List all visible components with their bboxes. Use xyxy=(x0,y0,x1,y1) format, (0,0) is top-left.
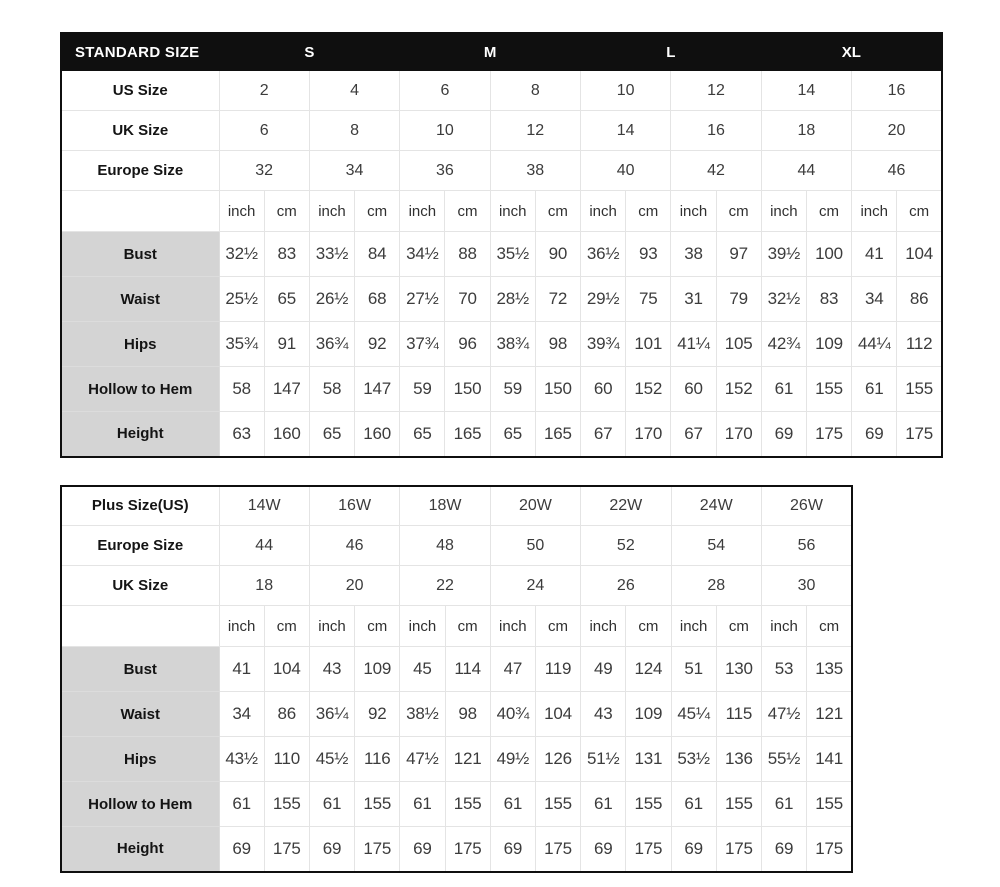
standard-measurement-value: 165 xyxy=(445,412,490,457)
plus-measurement-value: 175 xyxy=(807,827,852,872)
plus-measurement-value: 175 xyxy=(535,827,580,872)
plus-measurement-row xyxy=(61,692,852,737)
standard-measurement-value: 26½ xyxy=(309,277,354,322)
plus-size-value: 24W xyxy=(671,486,761,526)
standard-size-value: 34 xyxy=(309,151,399,191)
standard-measurement-value: 42¾ xyxy=(761,322,806,367)
standard-measurement-value: 150 xyxy=(445,367,490,412)
standard-measurement-value: 170 xyxy=(626,412,671,457)
plus-size-value: 22W xyxy=(581,486,671,526)
standard-measurement-value: 34 xyxy=(852,277,897,322)
standard-size-row xyxy=(61,71,942,111)
standard-measurement-value: 79 xyxy=(716,277,761,322)
standard-measurement-value: 37¾ xyxy=(400,322,445,367)
standard-header-row xyxy=(61,33,942,71)
standard-size-value: 14 xyxy=(761,71,851,111)
standard-size-value: 8 xyxy=(309,111,399,151)
standard-measurement-value: 61 xyxy=(852,367,897,412)
plus-measurement-value: 69 xyxy=(581,827,626,872)
standard-measurement-value: 101 xyxy=(626,322,671,367)
plus-measurement-value: 43 xyxy=(581,692,626,737)
standard-size-row xyxy=(61,111,942,151)
standard-row-label: UK Size xyxy=(61,111,219,151)
standard-measurement-value: 65 xyxy=(400,412,445,457)
standard-measurement-value: 68 xyxy=(355,277,400,322)
plus-measurement-row xyxy=(61,647,852,692)
standard-size-value: 12 xyxy=(490,111,580,151)
plus-row-label: Hips xyxy=(61,737,219,782)
plus-size-value: 24 xyxy=(490,566,580,606)
standard-measurement-value: 32½ xyxy=(219,232,264,277)
standard-unit-label: cm xyxy=(897,191,942,232)
standard-measurement-value: 31 xyxy=(671,277,716,322)
plus-row-label: Height xyxy=(61,827,219,872)
standard-measurement-value: 91 xyxy=(264,322,309,367)
plus-measurement-value: 175 xyxy=(445,827,490,872)
plus-measurement-value: 53½ xyxy=(671,737,716,782)
standard-measurement-row xyxy=(61,232,942,277)
standard-measurement-value: 83 xyxy=(264,232,309,277)
plus-row-label: Hollow to Hem xyxy=(61,782,219,827)
standard-measurement-value: 35¾ xyxy=(219,322,264,367)
standard-measurement-value: 59 xyxy=(400,367,445,412)
plus-unit-label: inch xyxy=(761,606,806,647)
plus-measurement-value: 69 xyxy=(309,827,354,872)
plus-measurement-value: 109 xyxy=(355,647,400,692)
standard-size-value: 4 xyxy=(309,71,399,111)
plus-measurement-value: 41 xyxy=(219,647,264,692)
standard-measurement-value: 112 xyxy=(897,322,942,367)
plus-measurement-value: 121 xyxy=(807,692,852,737)
plus-size-value: 44 xyxy=(219,526,309,566)
standard-measurement-value: 38¾ xyxy=(490,322,535,367)
plus-unit-label: cm xyxy=(626,606,671,647)
standard-measurement-value: 65 xyxy=(490,412,535,457)
plus-measurement-value: 69 xyxy=(671,827,716,872)
standard-measurement-value: 155 xyxy=(897,367,942,412)
plus-row-label: UK Size xyxy=(61,566,219,606)
plus-size-value: 56 xyxy=(761,526,852,566)
standard-measurement-value: 32½ xyxy=(761,277,806,322)
plus-measurement-value: 135 xyxy=(807,647,852,692)
plus-row-label: Waist xyxy=(61,692,219,737)
plus-size-value: 28 xyxy=(671,566,761,606)
standard-row-label: US Size xyxy=(61,71,219,111)
plus-measurement-value: 61 xyxy=(761,782,806,827)
standard-measurement-value: 97 xyxy=(716,232,761,277)
standard-measurement-value: 65 xyxy=(309,412,354,457)
standard-size-value: 10 xyxy=(400,111,490,151)
standard-measurement-value: 67 xyxy=(671,412,716,457)
plus-size-value: 52 xyxy=(581,526,671,566)
standard-measurement-value: 44¼ xyxy=(852,322,897,367)
standard-measurement-value: 34½ xyxy=(400,232,445,277)
standard-size-value: 10 xyxy=(581,71,671,111)
size-group-m: M xyxy=(400,33,581,71)
plus-measurement-value: 43 xyxy=(309,647,354,692)
size-group-s: S xyxy=(219,33,400,71)
standard-size-table-header xyxy=(61,33,942,71)
standard-size-value: 42 xyxy=(671,151,761,191)
standard-measurement-value: 41 xyxy=(852,232,897,277)
standard-measurement-value: 175 xyxy=(806,412,851,457)
plus-measurement-value: 116 xyxy=(355,737,400,782)
standard-measurement-value: 155 xyxy=(806,367,851,412)
standard-measurement-value: 36½ xyxy=(581,232,626,277)
standard-measurement-value: 109 xyxy=(806,322,851,367)
plus-measurement-value: 126 xyxy=(535,737,580,782)
standard-measurement-value: 72 xyxy=(535,277,580,322)
plus-measurement-value: 36¼ xyxy=(309,692,354,737)
plus-measurement-value: 155 xyxy=(264,782,309,827)
standard-row-label: Height xyxy=(61,412,219,457)
standard-row-label: Europe Size xyxy=(61,151,219,191)
standard-size-value: 20 xyxy=(852,111,942,151)
plus-measurement-value: 43½ xyxy=(219,737,264,782)
standard-unit-label: inch xyxy=(761,191,806,232)
standard-size-title: STANDARD SIZE xyxy=(61,33,219,71)
plus-size-value: 22 xyxy=(400,566,490,606)
plus-measurement-value: 47 xyxy=(490,647,535,692)
plus-measurement-value: 45½ xyxy=(309,737,354,782)
plus-unit-row-label xyxy=(61,606,219,647)
plus-measurement-row xyxy=(61,782,852,827)
plus-unit-label: cm xyxy=(264,606,309,647)
standard-measurement-row xyxy=(61,412,942,457)
plus-size-value: 18W xyxy=(400,486,490,526)
plus-size-value: 16W xyxy=(309,486,399,526)
plus-size-row xyxy=(61,566,852,606)
plus-unit-label: cm xyxy=(535,606,580,647)
plus-measurement-value: 69 xyxy=(490,827,535,872)
standard-measurement-value: 104 xyxy=(897,232,942,277)
standard-size-value: 36 xyxy=(400,151,490,191)
plus-measurement-value: 155 xyxy=(716,782,761,827)
standard-measurement-value: 165 xyxy=(535,412,580,457)
standard-size-value: 44 xyxy=(761,151,851,191)
plus-measurement-value: 175 xyxy=(355,827,400,872)
standard-size-value: 6 xyxy=(400,71,490,111)
standard-measurement-value: 39¾ xyxy=(581,322,626,367)
standard-measurement-value: 147 xyxy=(264,367,309,412)
standard-measurement-value: 88 xyxy=(445,232,490,277)
plus-size-row xyxy=(61,486,852,526)
standard-measurement-value: 67 xyxy=(581,412,626,457)
standard-measurement-value: 27½ xyxy=(400,277,445,322)
plus-measurement-value: 155 xyxy=(535,782,580,827)
plus-size-value: 20W xyxy=(490,486,580,526)
standard-unit-row-label xyxy=(61,191,219,232)
plus-row-label: Europe Size xyxy=(61,526,219,566)
plus-unit-label: cm xyxy=(355,606,400,647)
standard-row-label: Hips xyxy=(61,322,219,367)
plus-unit-label: cm xyxy=(716,606,761,647)
standard-measurement-value: 160 xyxy=(355,412,400,457)
plus-unit-label: inch xyxy=(309,606,354,647)
standard-unit-label: cm xyxy=(264,191,309,232)
plus-measurement-value: 136 xyxy=(716,737,761,782)
plus-size-table-body xyxy=(61,486,852,872)
plus-measurement-value: 69 xyxy=(400,827,445,872)
standard-size-value: 16 xyxy=(671,111,761,151)
standard-unit-row xyxy=(61,191,942,232)
standard-unit-label: inch xyxy=(581,191,626,232)
plus-measurement-value: 155 xyxy=(355,782,400,827)
standard-measurement-value: 63 xyxy=(219,412,264,457)
plus-size-row xyxy=(61,526,852,566)
plus-size-table xyxy=(60,485,853,873)
plus-measurement-value: 175 xyxy=(264,827,309,872)
standard-size-value: 32 xyxy=(219,151,309,191)
standard-measurement-value: 160 xyxy=(264,412,309,457)
plus-size-value: 20 xyxy=(309,566,399,606)
plus-measurement-value: 155 xyxy=(626,782,671,827)
plus-measurement-value: 61 xyxy=(309,782,354,827)
plus-size-value: 14W xyxy=(219,486,309,526)
plus-measurement-value: 61 xyxy=(490,782,535,827)
standard-measurement-row xyxy=(61,277,942,322)
standard-measurement-value: 86 xyxy=(897,277,942,322)
plus-measurement-value: 141 xyxy=(807,737,852,782)
plus-measurement-value: 51 xyxy=(671,647,716,692)
standard-measurement-value: 36¾ xyxy=(309,322,354,367)
plus-measurement-value: 61 xyxy=(400,782,445,827)
standard-unit-label: cm xyxy=(355,191,400,232)
standard-measurement-value: 69 xyxy=(761,412,806,457)
standard-row-label: Hollow to Hem xyxy=(61,367,219,412)
plus-measurement-value: 114 xyxy=(445,647,490,692)
plus-measurement-value: 45¼ xyxy=(671,692,716,737)
standard-measurement-value: 65 xyxy=(264,277,309,322)
standard-measurement-value: 61 xyxy=(761,367,806,412)
standard-size-value: 8 xyxy=(490,71,580,111)
standard-measurement-value: 70 xyxy=(445,277,490,322)
plus-measurement-value: 115 xyxy=(716,692,761,737)
plus-measurement-value: 51½ xyxy=(581,737,626,782)
standard-measurement-value: 60 xyxy=(671,367,716,412)
plus-measurement-value: 121 xyxy=(445,737,490,782)
standard-measurement-value: 41¼ xyxy=(671,322,716,367)
standard-row-label: Waist xyxy=(61,277,219,322)
standard-measurement-value: 105 xyxy=(716,322,761,367)
standard-unit-label: inch xyxy=(309,191,354,232)
plus-measurement-value: 47½ xyxy=(761,692,806,737)
standard-size-value: 18 xyxy=(761,111,851,151)
plus-measurement-row xyxy=(61,827,852,872)
plus-measurement-value: 104 xyxy=(535,692,580,737)
plus-measurement-value: 38½ xyxy=(400,692,445,737)
standard-measurement-value: 83 xyxy=(806,277,851,322)
plus-measurement-value: 47½ xyxy=(400,737,445,782)
standard-size-value: 38 xyxy=(490,151,580,191)
standard-measurement-row xyxy=(61,367,942,412)
plus-size-value: 26W xyxy=(761,486,852,526)
plus-unit-label: inch xyxy=(400,606,445,647)
standard-unit-label: cm xyxy=(445,191,490,232)
standard-size-value: 14 xyxy=(581,111,671,151)
plus-size-value: 46 xyxy=(309,526,399,566)
standard-measurement-value: 152 xyxy=(716,367,761,412)
standard-measurement-value: 96 xyxy=(445,322,490,367)
plus-unit-label: inch xyxy=(219,606,264,647)
standard-unit-label: cm xyxy=(806,191,851,232)
standard-size-value: 46 xyxy=(852,151,942,191)
plus-measurement-value: 124 xyxy=(626,647,671,692)
plus-measurement-value: 119 xyxy=(535,647,580,692)
plus-row-label: Bust xyxy=(61,647,219,692)
standard-unit-label: inch xyxy=(671,191,716,232)
plus-size-value: 18 xyxy=(219,566,309,606)
plus-measurement-value: 104 xyxy=(264,647,309,692)
plus-measurement-value: 53 xyxy=(761,647,806,692)
plus-size-value: 48 xyxy=(400,526,490,566)
standard-measurement-value: 25½ xyxy=(219,277,264,322)
standard-measurement-value: 29½ xyxy=(581,277,626,322)
plus-measurement-value: 49½ xyxy=(490,737,535,782)
standard-measurement-value: 33½ xyxy=(309,232,354,277)
standard-measurement-value: 152 xyxy=(626,367,671,412)
standard-row-label: Bust xyxy=(61,232,219,277)
standard-measurement-value: 175 xyxy=(897,412,942,457)
standard-unit-label: cm xyxy=(535,191,580,232)
plus-measurement-value: 131 xyxy=(626,737,671,782)
plus-measurement-row xyxy=(61,737,852,782)
plus-unit-row xyxy=(61,606,852,647)
standard-measurement-value: 35½ xyxy=(490,232,535,277)
plus-measurement-value: 175 xyxy=(626,827,671,872)
plus-measurement-value: 155 xyxy=(445,782,490,827)
plus-size-value: 30 xyxy=(761,566,852,606)
plus-size-value: 26 xyxy=(581,566,671,606)
plus-measurement-value: 40¾ xyxy=(490,692,535,737)
standard-unit-label: cm xyxy=(716,191,761,232)
plus-measurement-value: 45 xyxy=(400,647,445,692)
plus-measurement-value: 55½ xyxy=(761,737,806,782)
standard-size-value: 12 xyxy=(671,71,761,111)
standard-unit-label: cm xyxy=(626,191,671,232)
standard-size-value: 40 xyxy=(581,151,671,191)
standard-size-value: 6 xyxy=(219,111,309,151)
plus-measurement-value: 61 xyxy=(671,782,716,827)
standard-unit-label: inch xyxy=(852,191,897,232)
standard-measurement-value: 98 xyxy=(535,322,580,367)
plus-measurement-value: 69 xyxy=(761,827,806,872)
plus-measurement-value: 175 xyxy=(716,827,761,872)
standard-measurement-row xyxy=(61,322,942,367)
standard-measurement-value: 147 xyxy=(355,367,400,412)
standard-measurement-value: 92 xyxy=(355,322,400,367)
plus-measurement-value: 61 xyxy=(581,782,626,827)
standard-measurement-value: 150 xyxy=(535,367,580,412)
plus-measurement-value: 69 xyxy=(219,827,264,872)
standard-unit-label: inch xyxy=(400,191,445,232)
plus-unit-label: inch xyxy=(490,606,535,647)
standard-size-table xyxy=(60,32,943,458)
plus-row-label: Plus Size(US) xyxy=(61,486,219,526)
plus-measurement-value: 130 xyxy=(716,647,761,692)
standard-measurement-value: 170 xyxy=(716,412,761,457)
standard-measurement-value: 84 xyxy=(355,232,400,277)
size-group-xl: XL xyxy=(761,33,942,71)
standard-size-row xyxy=(61,151,942,191)
standard-measurement-value: 100 xyxy=(806,232,851,277)
size-group-l: L xyxy=(581,33,762,71)
standard-measurement-value: 39½ xyxy=(761,232,806,277)
standard-size-table-body xyxy=(61,71,942,457)
plus-measurement-value: 109 xyxy=(626,692,671,737)
standard-measurement-value: 93 xyxy=(626,232,671,277)
plus-size-value: 50 xyxy=(490,526,580,566)
plus-unit-label: cm xyxy=(445,606,490,647)
plus-size-value: 54 xyxy=(671,526,761,566)
plus-measurement-value: 49 xyxy=(581,647,626,692)
standard-measurement-value: 90 xyxy=(535,232,580,277)
standard-measurement-value: 69 xyxy=(852,412,897,457)
plus-measurement-value: 34 xyxy=(219,692,264,737)
standard-measurement-value: 75 xyxy=(626,277,671,322)
plus-measurement-value: 61 xyxy=(219,782,264,827)
plus-measurement-value: 98 xyxy=(445,692,490,737)
standard-unit-label: inch xyxy=(490,191,535,232)
plus-unit-label: cm xyxy=(807,606,852,647)
standard-size-value: 2 xyxy=(219,71,309,111)
plus-unit-label: inch xyxy=(671,606,716,647)
plus-unit-label: inch xyxy=(581,606,626,647)
plus-measurement-value: 110 xyxy=(264,737,309,782)
plus-measurement-value: 92 xyxy=(355,692,400,737)
standard-measurement-value: 59 xyxy=(490,367,535,412)
standard-measurement-value: 58 xyxy=(219,367,264,412)
standard-measurement-value: 28½ xyxy=(490,277,535,322)
plus-measurement-value: 155 xyxy=(807,782,852,827)
standard-measurement-value: 38 xyxy=(671,232,716,277)
plus-measurement-value: 86 xyxy=(264,692,309,737)
standard-measurement-value: 58 xyxy=(309,367,354,412)
standard-size-value: 16 xyxy=(852,71,942,111)
standard-unit-label: inch xyxy=(219,191,264,232)
standard-measurement-value: 60 xyxy=(581,367,626,412)
